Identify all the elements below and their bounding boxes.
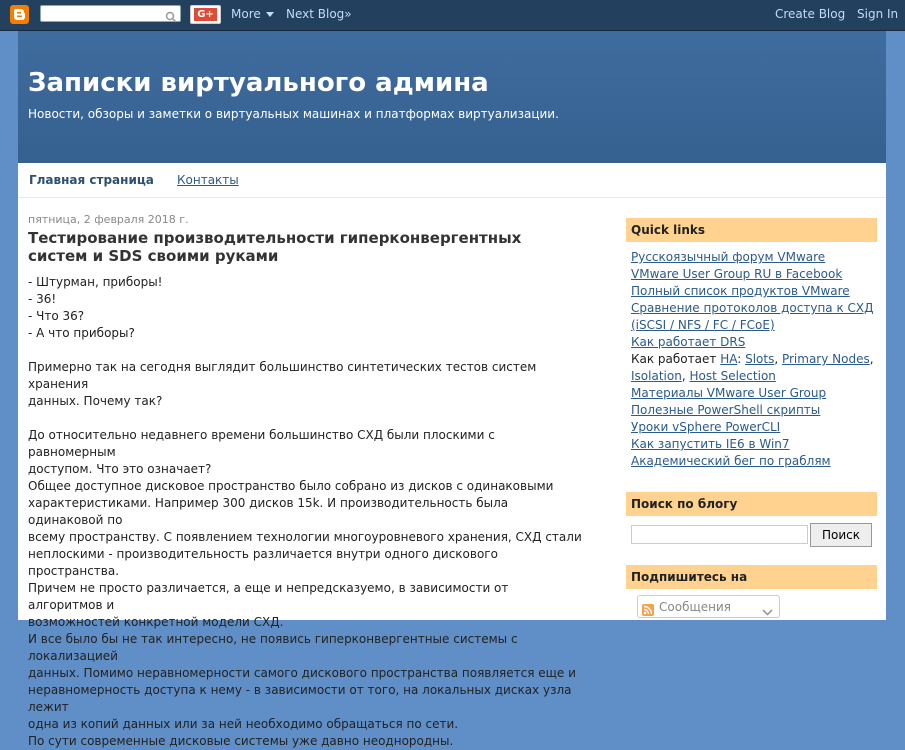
navbar-search-box[interactable] (40, 5, 181, 22)
content-area (18, 163, 886, 748)
create-blog-link[interactable]: Create Blog (775, 7, 846, 21)
post-body-line: одна из копий данных или за ней необходимо обращаться по сети. (28, 717, 459, 731)
ha-prefix: Как работает (631, 352, 721, 366)
post-body-line: характеристиками. Например 300 дисков 15k. И производительность была одинаковой по (28, 496, 509, 527)
blog-search-input[interactable] (631, 525, 808, 544)
ha-separator: , (774, 352, 782, 366)
ha-separator: : (737, 352, 746, 366)
quick-link[interactable]: Сравнение протоколов доступа к СХД (631, 301, 874, 315)
post-body-line (28, 342, 583, 359)
blog-search-button[interactable]: Поиск (810, 523, 872, 547)
ha-topic-link[interactable]: Primary Nodes (781, 352, 870, 366)
quick-links-list (631, 249, 877, 470)
post-body-line: И все было бы не так интересно, не появись гиперконвергентные системы с локализацией (28, 632, 518, 663)
ha-separator: , (869, 352, 874, 366)
post-body-line: По сути современные дисковые системы уже давно неоднородны. (28, 734, 454, 748)
quick-link[interactable]: Академический бег по граблям (631, 454, 831, 468)
quick-link[interactable]: Как работает DRS (631, 335, 746, 349)
quick-link[interactable]: Как запустить IE6 в Win7 (631, 437, 790, 451)
next-blog-link[interactable]: Next Blog» (286, 7, 352, 21)
right-gutter (886, 163, 905, 620)
post-body-line: данных. Почему так? (28, 394, 163, 408)
post-body-line: Причем не просто различается, а еще и непредсказуемо, в зависимости от алгоритмов и (28, 581, 509, 612)
post-body-line: - А что приборы? (28, 326, 135, 340)
post-body-line: возможностей конкретной модели СХД. (28, 615, 284, 629)
post-body-line: - Что 36? (28, 309, 85, 323)
post-body-line: До относительно недавнего времени большинство СХД были плоскими с равномерным (28, 428, 495, 459)
blog-search-form (631, 523, 877, 547)
post-body (28, 274, 583, 750)
navbar-search-input[interactable] (44, 12, 162, 25)
post-title[interactable]: Тестирование производительности гиперконвергентных систем и SDS своими руками (28, 229, 522, 265)
subscribe-label: Сообщения (659, 600, 732, 614)
caret-down-icon (266, 12, 274, 18)
google-plus-button[interactable] (190, 5, 221, 24)
search-icon[interactable] (165, 8, 177, 27)
page-tabs (18, 163, 886, 198)
blogger-logo-icon[interactable] (10, 5, 29, 24)
quick-link[interactable]: Полезные PowerShell скрипты (631, 403, 821, 417)
post-body-line: - Штурман, приборы! (28, 275, 163, 289)
subscribe-dropdown[interactable] (637, 595, 780, 618)
blog-header (18, 31, 886, 163)
quick-link[interactable]: Материалы VMware User Group (631, 386, 827, 400)
ha-topic-link[interactable]: Host Selection (689, 369, 776, 383)
subscribe-title: Подпишитесь на (626, 565, 877, 589)
ha-topic-link[interactable]: HA (720, 352, 738, 366)
blogger-navbar (0, 0, 905, 31)
ha-topic-link[interactable]: Slots (745, 352, 775, 366)
tab-home[interactable]: Главная страница (29, 173, 154, 187)
quick-link[interactable]: Полный список продуктов VMware (631, 284, 850, 298)
post-body-line: Примерно так на сегодня выглядит большинство синтетических тестов систем хранения (28, 360, 537, 391)
post-body-line: данных. Помимо неравномерности самого дискового пространства появляется еще и (28, 666, 576, 680)
sidebar (626, 218, 877, 618)
post-body-line: доступом. Что это означает? (28, 462, 212, 476)
quick-link[interactable]: Русскоязычный форум VMware (631, 250, 826, 264)
quick-links-title: Quick links (626, 218, 877, 242)
post-body-line: неплоскими - производительность различается внутри одного дискового пространства. (28, 547, 498, 578)
more-menu-link[interactable] (231, 7, 274, 21)
chevron-down-icon (762, 602, 773, 621)
quick-link[interactable]: (iSCSI / NFS / FC / FCoE) (631, 318, 775, 332)
blog-search-title: Поиск по блогу (626, 492, 877, 516)
post-date: пятница, 2 февраля 2018 г. (28, 213, 189, 226)
post-body-line: всему пространству. С появлением технологии многоуровневого хранения, СХД стали (28, 530, 582, 544)
blog-title[interactable]: Записки виртуального админа (28, 68, 489, 98)
quick-link[interactable]: Уроки vSphere PowerCLI (631, 420, 781, 434)
ha-separator: , (681, 369, 690, 383)
rss-feed-icon (642, 601, 654, 620)
blog-description: Новости, обзоры и заметки о виртуальных машинах и платформах виртуализации. (28, 107, 559, 121)
post-body-line: Общее доступное дисковое пространство было собрано из дисков с одинаковыми (28, 479, 554, 493)
post-body-line (28, 410, 583, 427)
more-label: More (231, 7, 261, 21)
ha-topic-link[interactable]: Isolation (631, 369, 682, 383)
google-plus-label: G+ (194, 8, 217, 21)
tab-contacts[interactable]: Контакты (177, 173, 239, 187)
post-column (28, 213, 583, 750)
post-body-line: - 36! (28, 292, 57, 306)
quick-link[interactable]: VMware User Group RU в Facebook (631, 267, 843, 281)
post-body-line: неравномерность доступа к нему - в зависимости от того, на локальных дисках узла лежит (28, 683, 572, 714)
sign-in-link[interactable]: Sign In (857, 7, 899, 21)
